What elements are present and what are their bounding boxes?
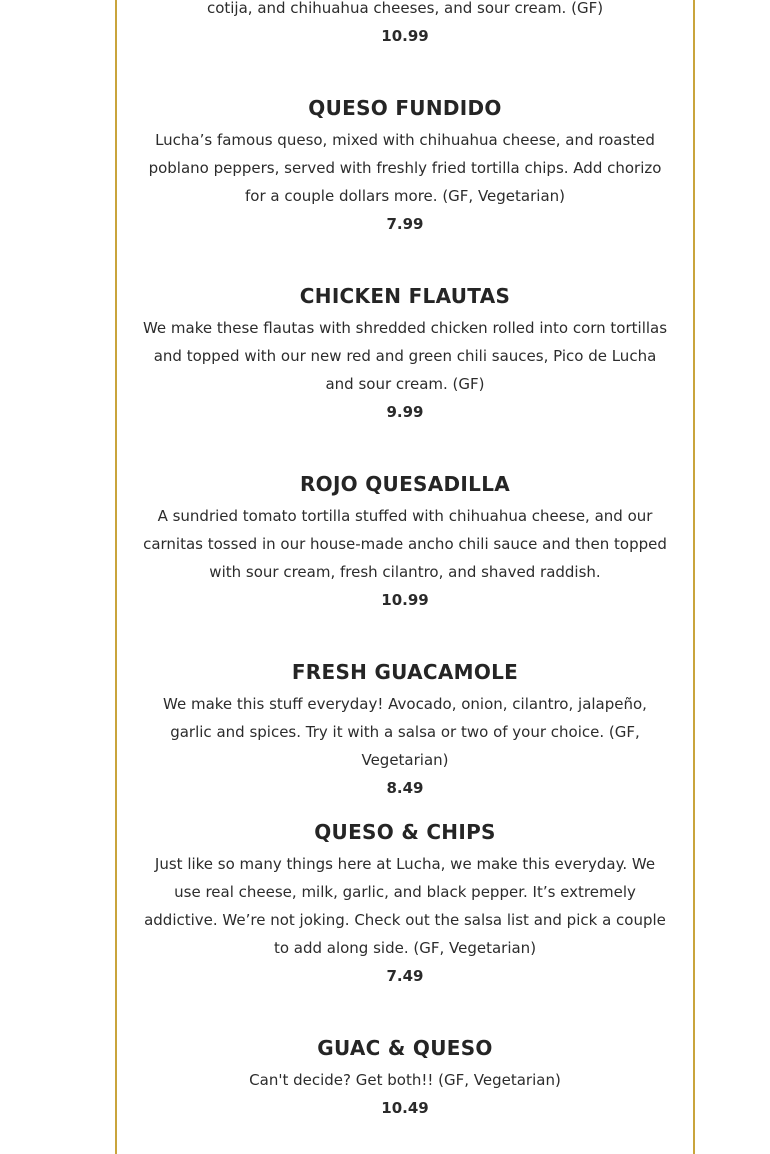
item-description: A sundried tomato tortilla stuffed with chihuahua cheese, and our carnitas tossed in our house-made ancho chili sauce and then topped with sour cream, fresh cilantro, and shaved raddish. [143,507,667,581]
item-price: 10.99 [381,27,429,45]
item-title: ROJO QUESADILLA [299,472,511,496]
item-price: 9.99 [386,403,424,421]
menu-item [117,282,693,426]
menu-item [117,658,693,802]
item-price: 10.49 [381,1099,429,1117]
menu-panel [115,0,695,1154]
item-price: 10.99 [381,591,429,609]
item-title: QUESO FUNDIDO [308,96,502,120]
item-title: QUESO & CHIPS [314,820,496,844]
item-price: 8.49 [386,779,424,797]
item-title: GUAC & QUESO [317,1036,493,1060]
item-price: 7.49 [386,967,424,985]
item-description: We make this stuff everyday! Avocado, onion, cilantro, jalapeño, garlic and spices. Try it with a salsa or two of your choice. (GF, Vegetarian) [163,695,647,769]
item-description: We make these flautas with shredded chicken rolled into corn tortillas and topped with our new red and green chili sauces, Pico de Lucha and sour cream. (GF) [142,319,668,393]
item-description: Lucha’s famous queso, mixed with chihuahua cheese, and roasted poblano peppers, served with freshly fried tortilla chips. Add chorizo for a couple dollars more. (GF, Vegetarian) [148,131,662,205]
menu-item [117,818,693,990]
item-title: CHICKEN FLAUTAS [299,284,511,308]
item-title: FRESH GUACAMOLE [291,660,519,684]
item-description: cotija, and chihuahua cheeses, and sour cream. (GF) [206,0,604,17]
item-description: Just like so many things here at Lucha, we make this everyday. We use real cheese, milk, garlic, and black pepper. It’s extremely addictive. We’re not joking. Check out the salsa list and pick a couple to add along side. (GF, Vegetarian) [144,855,666,957]
item-price: 7.99 [386,215,424,233]
item-description: Can't decide? Get both!! (GF, Vegetarian) [249,1071,561,1089]
menu-item [117,470,693,614]
menu-item [117,0,693,50]
menu-item [117,94,693,238]
menu-item [117,1034,693,1122]
